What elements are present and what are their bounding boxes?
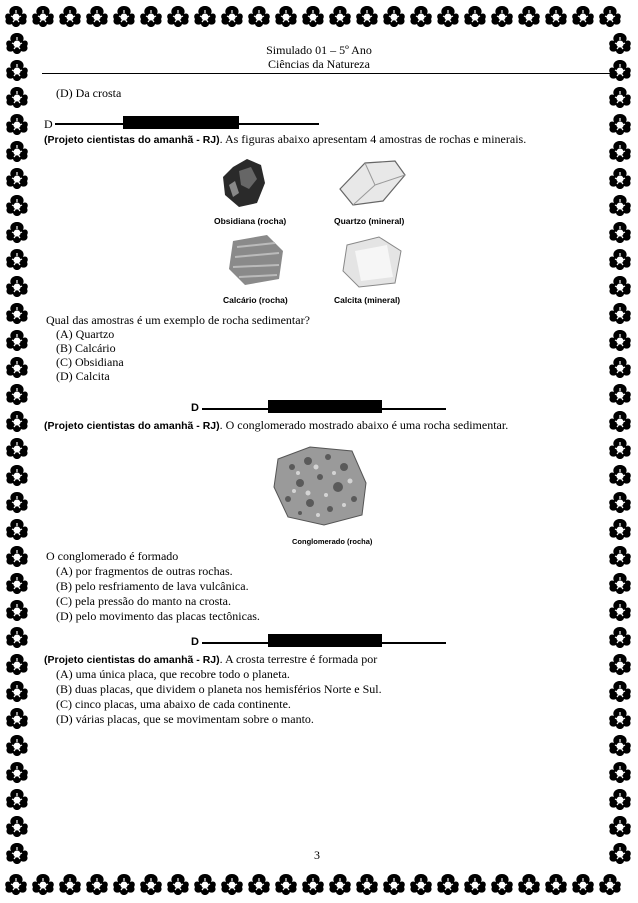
floral-ornament-icon (607, 814, 633, 840)
floral-ornament-icon (607, 571, 633, 597)
floral-ornament-icon (489, 4, 515, 30)
floral-ornament-icon (30, 872, 56, 898)
q2-option-c: (C) pela pressão do manto na crosta. (56, 594, 231, 608)
q3-source: (Projeto cientistas do amanhã - RJ) (44, 654, 220, 666)
floral-ornament-icon (607, 85, 633, 111)
prev-option-d: (D) Da crosta (56, 86, 122, 100)
q2-option-b: (B) pelo resfriamento de lava vulcânica. (56, 579, 249, 593)
floral-ornament-icon (607, 355, 633, 381)
q2-source: (Projeto cientistas do amanhã - RJ) (44, 420, 220, 432)
floral-ornament-icon (607, 382, 633, 408)
header-line-2: Ciências da Natureza (268, 57, 370, 71)
floral-ornament-icon (4, 274, 30, 300)
floral-ornament-icon (165, 4, 191, 30)
floral-ornament-icon (4, 652, 30, 678)
floral-ornament-icon (219, 872, 245, 898)
floral-ornament-icon (3, 4, 29, 30)
floral-ornament-icon (607, 760, 633, 786)
floral-ornament-icon (4, 220, 30, 246)
q3-option-b: (B) duas placas, que dividem o planeta nos hemisférios Norte e Sul. (56, 682, 382, 696)
conglomerate-image (270, 443, 370, 535)
floral-ornament-icon (607, 58, 633, 84)
q3-option-d: (D) várias placas, que se movimentam sobre o manto. (56, 712, 314, 726)
floral-ornament-icon (138, 872, 164, 898)
floral-ornament-icon (408, 4, 434, 30)
floral-ornament-icon (462, 4, 488, 30)
floral-ornament-icon (165, 872, 191, 898)
floral-ornament-icon (3, 872, 29, 898)
floral-ornament-icon (4, 166, 30, 192)
floral-ornament-icon (607, 598, 633, 624)
floral-ornament-icon (607, 139, 633, 165)
floral-ornament-icon (4, 490, 30, 516)
q1-letter: D (44, 117, 53, 131)
floral-ornament-icon (111, 872, 137, 898)
q2-stem-line (44, 418, 508, 433)
floral-ornament-icon (435, 872, 461, 898)
floral-ornament-icon (4, 814, 30, 840)
floral-ornament-icon (4, 436, 30, 462)
floral-ornament-icon (607, 787, 633, 813)
floral-ornament-icon (408, 872, 434, 898)
caption-calcite: Calcita (mineral) (334, 295, 401, 305)
floral-ornament-icon (570, 4, 596, 30)
q3-option-c: (C) cinco placas, uma abaixo de cada continente. (56, 697, 291, 711)
floral-ornament-icon (435, 4, 461, 30)
page-number: 3 (314, 848, 320, 862)
floral-ornament-icon (4, 58, 30, 84)
floral-ornament-icon (4, 382, 30, 408)
q2-dash-left (202, 408, 268, 410)
floral-ornament-icon (607, 463, 633, 489)
floral-ornament-icon (246, 4, 272, 30)
q3-redaction (268, 634, 382, 647)
floral-ornament-icon (489, 872, 515, 898)
floral-ornament-icon (4, 571, 30, 597)
floral-ornament-icon (354, 872, 380, 898)
floral-ornament-icon (273, 872, 299, 898)
floral-ornament-icon (4, 517, 30, 543)
floral-ornament-icon (4, 193, 30, 219)
header-rule (42, 73, 616, 74)
floral-ornament-icon (4, 544, 30, 570)
q1-redaction (123, 116, 239, 129)
floral-ornament-icon (57, 4, 83, 30)
floral-ornament-icon (607, 733, 633, 759)
q2-question: O conglomerado é formado (46, 549, 179, 563)
q1-option-c: (C) Obsidiana (56, 355, 124, 369)
floral-ornament-icon (607, 166, 633, 192)
floral-ornament-icon (219, 4, 245, 30)
floral-ornament-icon (607, 436, 633, 462)
floral-ornament-icon (543, 4, 569, 30)
floral-ornament-icon (111, 4, 137, 30)
floral-ornament-icon (4, 733, 30, 759)
floral-ornament-icon (607, 544, 633, 570)
floral-ornament-icon (462, 872, 488, 898)
floral-ornament-icon (607, 247, 633, 273)
caption-limestone: Calcário (rocha) (223, 295, 288, 305)
floral-ornament-icon (4, 787, 30, 813)
q1-option-b: (B) Calcário (56, 341, 116, 355)
limestone-image (229, 235, 283, 285)
q1-dash-right (239, 123, 319, 125)
floral-ornament-icon (4, 760, 30, 786)
q2-letter: D (191, 402, 199, 414)
q1-question: Qual das amostras é um exemplo de rocha sedimentar? (46, 313, 310, 327)
floral-ornament-icon (607, 517, 633, 543)
floral-ornament-icon (607, 301, 633, 327)
floral-ornament-icon (273, 4, 299, 30)
floral-ornament-icon (607, 652, 633, 678)
floral-ornament-icon (4, 139, 30, 165)
q2-option-a: (A) por fragmentos de outras rochas. (56, 564, 233, 578)
obsidian-image (223, 159, 265, 207)
q2-stem: . O conglomerado mostrado abaixo é uma rocha sedimentar. (219, 418, 509, 432)
floral-ornament-icon (327, 872, 353, 898)
floral-ornament-icon (4, 247, 30, 273)
floral-ornament-icon (607, 328, 633, 354)
q3-dash-left (202, 642, 268, 644)
floral-ornament-icon (4, 328, 30, 354)
floral-ornament-icon (516, 4, 542, 30)
floral-ornament-icon (57, 872, 83, 898)
header-line-1: Simulado 01 – 5º Ano (266, 43, 372, 57)
q3-letter: D (191, 636, 199, 648)
floral-ornament-icon (84, 4, 110, 30)
floral-ornament-icon (4, 409, 30, 435)
q2-redaction (268, 400, 382, 413)
floral-ornament-icon (4, 463, 30, 489)
floral-ornament-icon (4, 598, 30, 624)
floral-ornament-icon (597, 872, 623, 898)
q1-option-d: (D) Calcita (56, 369, 110, 383)
floral-ornament-icon (4, 679, 30, 705)
rock-samples-figure (205, 155, 425, 305)
q1-option-a: (A) Quartzo (56, 327, 115, 341)
floral-ornament-icon (327, 4, 353, 30)
floral-ornament-icon (300, 872, 326, 898)
calcite-image (343, 237, 401, 287)
floral-ornament-icon (4, 31, 30, 57)
floral-ornament-icon (4, 85, 30, 111)
q1-stem: . As figuras abaixo apresentam 4 amostras de rochas e minerais. (219, 132, 527, 146)
floral-ornament-icon (246, 872, 272, 898)
floral-ornament-icon (84, 872, 110, 898)
floral-ornament-icon (570, 872, 596, 898)
floral-ornament-icon (607, 841, 633, 867)
floral-ornament-icon (4, 355, 30, 381)
floral-ornament-icon (607, 220, 633, 246)
floral-ornament-icon (192, 872, 218, 898)
floral-ornament-icon (607, 31, 633, 57)
floral-ornament-icon (4, 625, 30, 651)
q3-option-a: (A) uma única placa, que recobre todo o planeta. (56, 667, 290, 681)
floral-ornament-icon (607, 625, 633, 651)
floral-ornament-icon (138, 4, 164, 30)
floral-ornament-icon (607, 706, 633, 732)
floral-ornament-icon (607, 193, 633, 219)
floral-ornament-icon (381, 872, 407, 898)
floral-ornament-icon (516, 872, 542, 898)
q2-option-d: (D) pelo movimento das placas tectônicas. (56, 609, 260, 623)
floral-ornament-icon (607, 112, 633, 138)
q3-stem-line (44, 652, 377, 667)
q3-stem: . A crosta terrestre é formada por (219, 652, 378, 666)
caption-quartz: Quartzo (mineral) (334, 216, 405, 226)
floral-ornament-icon (543, 872, 569, 898)
floral-ornament-icon (381, 4, 407, 30)
floral-ornament-icon (607, 490, 633, 516)
caption-conglomerate: Conglomerado (rocha) (292, 537, 373, 546)
floral-ornament-icon (607, 679, 633, 705)
q1-stem-line (44, 132, 526, 147)
floral-ornament-icon (4, 301, 30, 327)
q1-source: (Projeto cientistas do amanhã - RJ) (44, 134, 220, 146)
floral-ornament-icon (300, 4, 326, 30)
floral-ornament-icon (30, 4, 56, 30)
floral-ornament-icon (607, 274, 633, 300)
floral-ornament-icon (4, 841, 30, 867)
floral-ornament-icon (192, 4, 218, 30)
floral-ornament-icon (607, 409, 633, 435)
quartz-image (340, 161, 405, 205)
q2-dash-right (382, 408, 446, 410)
q3-dash-right (382, 642, 446, 644)
floral-ornament-icon (4, 112, 30, 138)
floral-ornament-icon (4, 706, 30, 732)
floral-ornament-icon (354, 4, 380, 30)
floral-ornament-icon (597, 4, 623, 30)
q1-dash-left (55, 123, 123, 125)
caption-obsidian: Obsidiana (rocha) (214, 216, 287, 226)
